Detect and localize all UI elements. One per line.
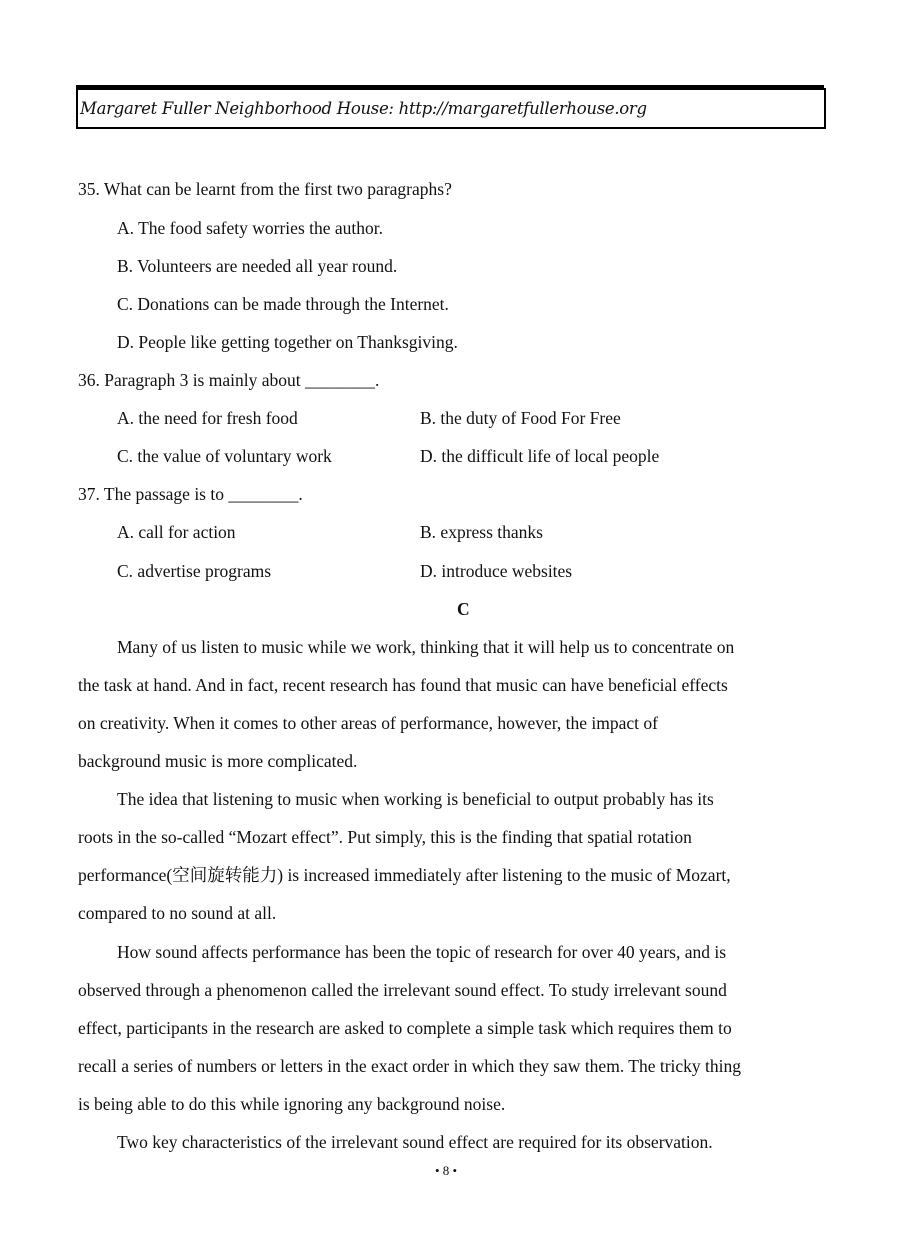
question-36-option-b: B. the duty of Food For Free — [420, 408, 621, 428]
passage-line: effect, participants in the research are asked to complete a simple task which requires them to — [78, 1018, 732, 1038]
question-37-stem: 37. The passage is to ________. — [78, 484, 303, 504]
passage-line: The idea that listening to music when working is beneficial to output probably has its — [117, 789, 714, 809]
passage-line: on creativity. When it comes to other areas of performance, however, the impact of — [78, 713, 658, 733]
question-37-option-c: C. advertise programs — [117, 561, 272, 581]
passage-line: background music is more complicated. — [78, 751, 358, 771]
question-35-option-d: D. People like getting together on Thanksgiving. — [117, 332, 458, 352]
passage-line: roots in the so-called “Mozart effect”. Put simply, this is the finding that spatial rotation — [78, 827, 692, 847]
page-number: • 8 • — [435, 1163, 458, 1178]
passage-line: the task at hand. And in fact, recent research has found that music can have beneficial effects — [78, 675, 728, 695]
passage-line: How sound affects performance has been the topic of research for over 40 years, and is — [117, 942, 727, 962]
passage-line: compared to no sound at all. — [78, 903, 277, 923]
question-36-stem: 36. Paragraph 3 is mainly about ________. — [78, 370, 380, 390]
passage-line: is being able to do this while ignoring any background noise. — [78, 1094, 506, 1114]
passage-line: observed through a phenomenon called the irrelevant sound effect. To study irrelevant sound — [78, 980, 727, 1000]
question-36-option-d: D. the difficult life of local people — [420, 446, 660, 466]
passage-line: Two key characteristics of the irrelevant sound effect are required for its observation. — [117, 1132, 713, 1152]
passage-line: Many of us listen to music while we work, thinking that it will help us to concentrate on — [117, 637, 735, 657]
source-citation: Margaret Fuller Neighborhood House: http://margaretfullerhouse.org — [80, 99, 647, 118]
question-37-option-d: D. introduce websites — [420, 561, 573, 581]
question-37-option-b: B. express thanks — [420, 522, 543, 542]
question-36-option-c: C. the value of voluntary work — [117, 446, 332, 466]
question-35-option-b: B. Volunteers are needed all year round. — [117, 256, 398, 276]
question-35-stem: 35. What can be learnt from the first two paragraphs? — [78, 179, 452, 199]
source-box — [76, 88, 826, 129]
section-heading-c: C — [457, 599, 470, 619]
passage-line: performance(空间旋转能力) is increased immediately after listening to the music of Mozart, — [78, 865, 731, 885]
passage-line: recall a series of numbers or letters in the exact order in which they saw them. The tricky thing — [78, 1056, 742, 1076]
question-37-option-a: A. call for action — [117, 522, 236, 542]
question-35-option-c: C. Donations can be made through the Internet. — [117, 294, 449, 314]
question-36-option-a: A. the need for fresh food — [117, 408, 298, 428]
question-35-option-a: A. The food safety worries the author. — [117, 218, 383, 238]
